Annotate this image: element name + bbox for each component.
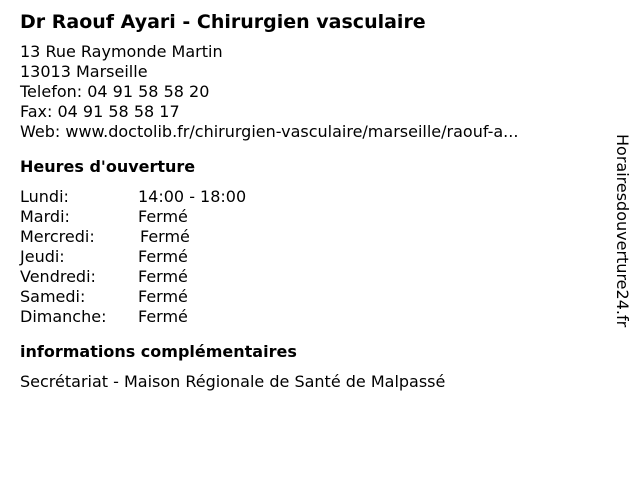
hours-row-dimanche: [20, 307, 600, 327]
hours-value: Fermé: [138, 207, 188, 226]
hours-value: Fermé: [138, 287, 188, 306]
day-label: Jeudi:: [20, 247, 65, 266]
hours-value: Fermé: [140, 227, 190, 246]
day-label: Mercredi:: [20, 227, 95, 246]
street-address: 13 Rue Raymonde Martin: [20, 42, 223, 61]
hours-value: 14:00 - 18:00: [138, 187, 247, 206]
hours-value: Fermé: [138, 267, 188, 286]
day-label: Vendredi:: [20, 267, 96, 286]
hours-table: [20, 187, 600, 327]
hours-row-mercredi: [20, 227, 600, 247]
hours-row-lundi: [20, 187, 600, 207]
site-brand-watermark: Horairesdouverture24.fr: [613, 134, 632, 328]
day-label: Samedi:: [20, 287, 86, 306]
hours-row-vendredi: [20, 267, 600, 287]
hours-value: Fermé: [138, 307, 188, 326]
day-label: Lundi:: [20, 187, 69, 206]
fax-number: Fax: 04 91 58 58 17: [20, 102, 180, 121]
city-address: 13013 Marseille: [20, 62, 148, 81]
day-label: Dimanche:: [20, 307, 107, 326]
hours-value: Fermé: [138, 247, 188, 266]
listing-content: [20, 10, 600, 392]
hours-row-samedi: [20, 287, 600, 307]
website-link: Web: www.doctolib.fr/chirurgien-vasculaire/marseille/raouf-a...: [20, 122, 519, 141]
day-label: Mardi:: [20, 207, 70, 226]
hours-row-jeudi: [20, 247, 600, 267]
phone-number: Telefon: 04 91 58 58 20: [20, 82, 210, 101]
info-heading: informations complémentaires: [20, 342, 297, 361]
hours-row-mardi: [20, 207, 600, 227]
info-text: Secrétariat - Maison Régionale de Santé de Malpassé: [20, 372, 446, 391]
address-block: [20, 42, 600, 142]
hours-heading: Heures d'ouverture: [20, 157, 196, 176]
page-title: Dr Raouf Ayari - Chirurgien vasculaire: [20, 11, 426, 33]
